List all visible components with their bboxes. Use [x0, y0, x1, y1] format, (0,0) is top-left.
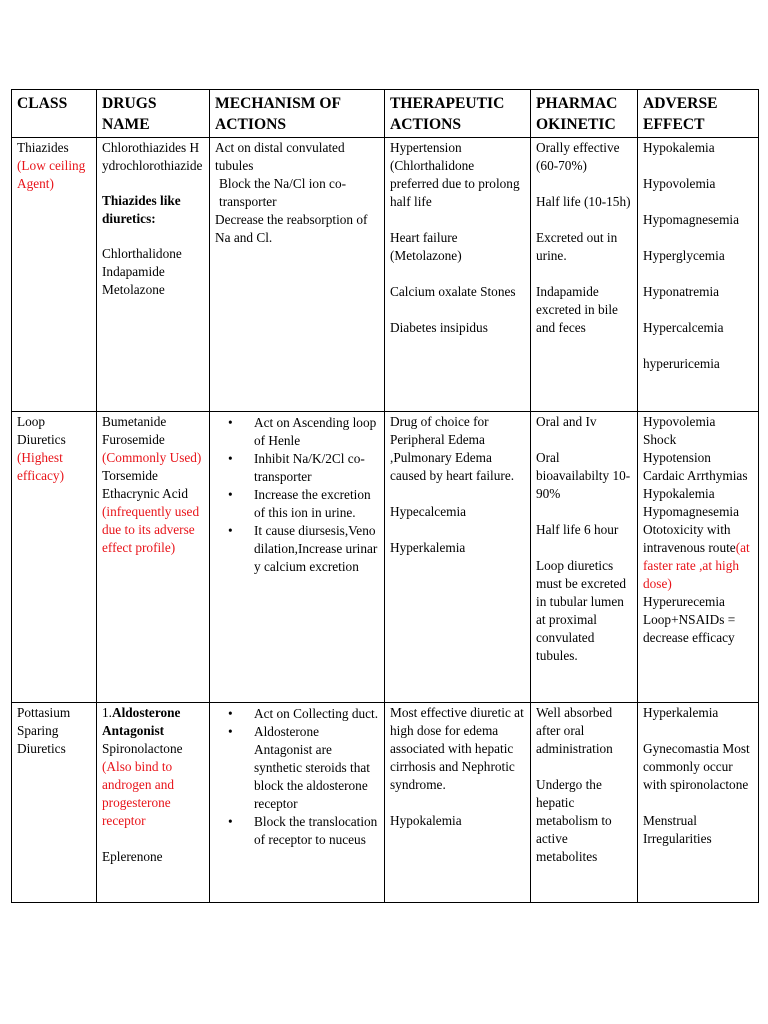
header-adverse-effect: ADVERSE EFFECT — [638, 90, 759, 138]
pk-item: Excreted out in urine. — [536, 230, 618, 263]
header-row — [12, 90, 759, 138]
pk-item: Indapamide excreted in bile and feces — [536, 284, 618, 335]
mechanism-bullets — [215, 705, 379, 849]
cell-class — [12, 412, 97, 703]
cell-adverse — [638, 703, 759, 903]
header-mechanism: MECHANISM OF ACTIONS — [210, 90, 385, 138]
adverse-item: Hypovolemia — [643, 414, 716, 429]
header-drugs-name: DRUGS NAME — [97, 90, 210, 138]
drug-item: Eplerenone — [102, 849, 163, 864]
adverse-item: Hypomagnesemia — [643, 212, 740, 227]
table-row-loop-diuretics — [12, 412, 759, 703]
table-row-thiazides — [12, 138, 759, 412]
adverse-item: Cardaic Arrthymias — [643, 468, 748, 483]
drug-item: Ethacrynic Acid — [102, 486, 189, 501]
adverse-item: Hyperurecemia — [643, 594, 725, 609]
mechanism-bullet: • Act on Collecting duct. — [254, 705, 379, 723]
diuretics-table — [11, 89, 759, 903]
therapeutic-item: Hypertension (Chlorthalidone preferred due to prolong half life — [390, 140, 520, 209]
cell-drugs — [97, 138, 210, 412]
mechanism-bullet: • Block the translocation of receptor to nuceus — [254, 813, 379, 849]
pk-item: Well absorbed after oral administration — [536, 705, 613, 756]
adverse-item: Hypokalemia — [643, 140, 715, 155]
pk-item: Oral and Iv — [536, 414, 597, 429]
drug-heading — [102, 704, 204, 740]
drug-note: (Commonly Used) — [102, 450, 202, 465]
header-class: CLASS — [12, 90, 97, 138]
adverse-item: Shock — [643, 432, 677, 447]
cell-therapeutic — [385, 703, 531, 903]
cell-therapeutic — [385, 138, 531, 412]
pk-item: Oral bioavailabilty 10-90% — [536, 450, 631, 501]
adverse-item: Hypomagnesemia — [643, 504, 740, 519]
drug-item: Chlorthalidone — [102, 246, 182, 261]
mechanism-line: Block the Na/Cl ion co-transporter — [219, 176, 347, 209]
cell-pharmacokinetic — [531, 703, 638, 903]
class-note: (Low ceiling Agent) — [17, 158, 86, 191]
drug-note: (Also bind to androgen and progesterone receptor — [102, 759, 174, 828]
therapeutic-item: Drug of choice for Peripheral Edema ,Pulmonary Edema caused by heart failure. — [390, 414, 515, 483]
drug-heading-number: 1. — [102, 705, 112, 720]
adverse-item: Hyperglycemia — [643, 248, 725, 263]
drug-item: Metolazone — [102, 282, 165, 297]
ototoxicity-note: (at faster rate ,at high dose) — [643, 540, 750, 591]
cell-adverse — [638, 412, 759, 703]
adverse-item: Hyponatremia — [643, 284, 720, 299]
mechanism-bullet: • Inhibit Na/K/2Cl co- transporter — [254, 450, 379, 486]
class-note: (Highest efficacy) — [17, 450, 64, 483]
therapeutic-item: Hypecalcemia — [390, 504, 467, 519]
class-name: Loop Diuretics — [17, 414, 66, 447]
adverse-item: Menstrual Irregularities — [643, 813, 712, 846]
drug-item: Spironolactone — [102, 741, 183, 756]
ototoxicity-text: Ototoxicity with intravenous route — [643, 522, 736, 555]
therapeutic-item: Most effective diuretic at high dose for edema associated with hepatic cirrhosis and Nephrotic syndrome. — [390, 705, 524, 792]
header-therapeutic: THERAPEUTIC ACTIONS — [385, 90, 531, 138]
mechanism-bullet: • Increase the excretion of this ion in urine. — [254, 486, 379, 522]
cell-mechanism — [210, 703, 385, 903]
therapeutic-item: Hyperkalemia — [390, 540, 466, 555]
adverse-item-ototoxicity — [643, 521, 753, 593]
cell-pharmacokinetic — [531, 138, 638, 412]
drug-item: Furosemide — [102, 432, 165, 447]
adverse-item: Gynecomastia Most commonly occur with spironolactone — [643, 741, 750, 792]
table-row-potassium-sparing — [12, 703, 759, 903]
adverse-item: Hypokalemia — [643, 486, 715, 501]
pk-item: Half life 6 hour — [536, 522, 619, 537]
pk-item: Loop diuretics must be excreted in tubular lumen at proximal convulated tubules. — [536, 558, 627, 663]
drug-item: Indapamide — [102, 264, 165, 279]
mechanism-bullet: • Aldosterone Antagonist are synthetic steroids that block the aldosterone receptor — [254, 723, 379, 813]
adverse-item: Hypovolemia — [643, 176, 716, 191]
mechanism-line: Act on distal convulated tubules — [215, 140, 345, 173]
adverse-item: hyperuricemia — [643, 356, 720, 371]
therapeutic-item: Heart failure (Metolazone) — [390, 230, 462, 263]
cell-adverse — [638, 138, 759, 412]
drug-item: Bumetanide — [102, 414, 167, 429]
cell-therapeutic — [385, 412, 531, 703]
class-name: Thiazides — [17, 140, 69, 155]
drug-note: (infrequently used due to its adverse effect profile) — [102, 504, 200, 555]
drug-list-primary: Chlorothiazides Hydrochlorothiazide — [102, 140, 203, 173]
cell-drugs — [97, 703, 210, 903]
therapeutic-item: Diabetes insipidus — [390, 320, 488, 335]
adverse-item: Hypotension — [643, 450, 711, 465]
mechanism-bullet: • It cause diursesis,Venodilation,Increase urinary calcium excretion — [254, 522, 379, 576]
pk-item: Orally effective (60-70%) — [536, 140, 620, 173]
cell-class — [12, 138, 97, 412]
cell-drugs — [97, 412, 210, 703]
adverse-item: Hyperkalemia — [643, 705, 719, 720]
adverse-item: Loop+NSAIDs = decrease efficacy — [643, 612, 736, 645]
therapeutic-item: Hypokalemia — [390, 813, 462, 828]
pk-item: Half life (10-15h) — [536, 194, 631, 209]
therapeutic-item: Calcium oxalate Stones — [390, 284, 516, 299]
drug-subheading: Thiazides like diuretics: — [102, 193, 181, 226]
class-name: Pottasium Sparing Diuretics — [17, 705, 71, 756]
adverse-item: Hypercalcemia — [643, 320, 724, 335]
drug-heading-text: Aldosterone Antagonist — [102, 705, 181, 738]
mechanism-line: Decrease the reabsorption of Na and Cl. — [215, 212, 368, 245]
cell-class — [12, 703, 97, 903]
cell-mechanism — [210, 138, 385, 412]
header-pharmacokinetic: PHARMAC OKINETIC — [531, 90, 638, 138]
cell-pharmacokinetic — [531, 412, 638, 703]
cell-mechanism — [210, 412, 385, 703]
mechanism-bullets — [215, 414, 379, 576]
pk-item: Undergo the hepatic metabolism to active metabolites — [536, 777, 612, 864]
mechanism-bullet: • Act on Ascending loop of Henle — [254, 414, 379, 450]
drug-item: Torsemide — [102, 468, 158, 483]
